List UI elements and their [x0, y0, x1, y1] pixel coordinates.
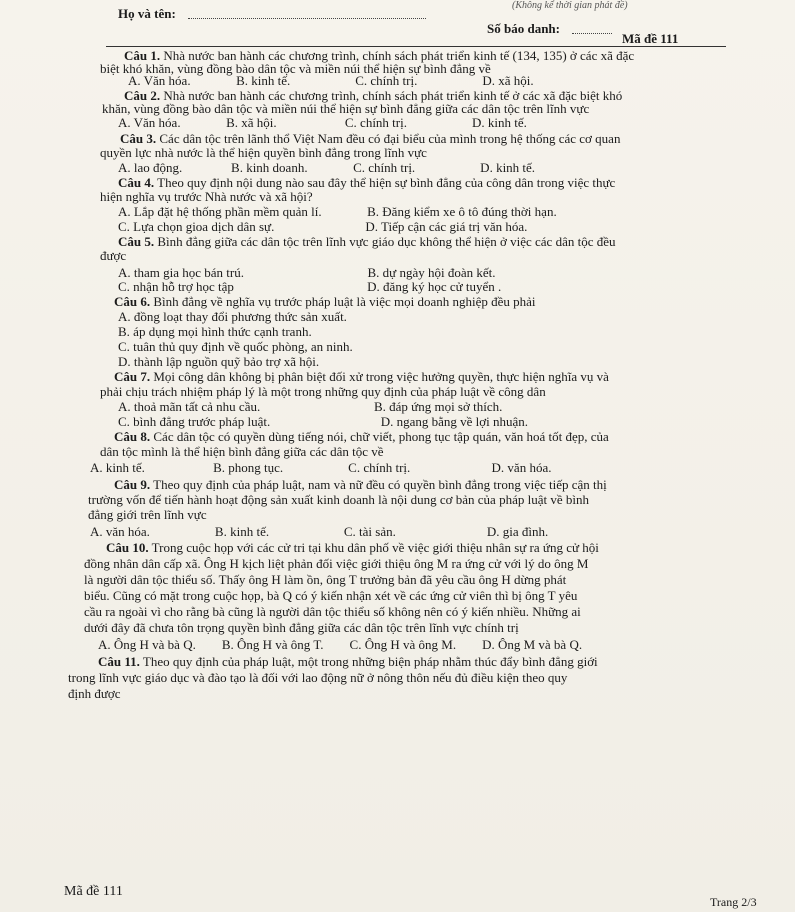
text-line: [100, 384, 546, 399]
line-text: dưới đây đã chưa tôn trọng quyền bình đẳng giữa các dân tộc trên lĩnh vực chính trị: [84, 620, 519, 635]
line-text: đẳng giới trên lĩnh vực: [88, 507, 207, 522]
line-text: Mọi công dân không bị phân biệt đối xử trong việc hưởng quyền, thực hiện nghĩa vụ và: [150, 369, 609, 384]
line-text: trường vốn để tiến hành hoạt động sản xuất kinh doanh là nội dung cơ bản của pháp luật về bình: [88, 492, 589, 507]
name-field-line: [188, 18, 426, 19]
name-label: Họ và tên:: [118, 6, 176, 21]
question-number: Câu 4.: [118, 175, 155, 190]
text-line: [118, 219, 527, 234]
question-number: Câu 10.: [106, 540, 149, 555]
line-text: A. Lắp đặt hệ thống phần mềm quản lí. B. Đăng kiểm xe ô tô đúng thời hạn.: [118, 204, 557, 219]
line-text: Các dân tộc trên lãnh thổ Việt Nam đều có đại biểu của mình trong hệ thống các cơ quan: [156, 131, 621, 146]
line-text: A. đồng loạt thay đổi phương thức sản xuất.: [118, 309, 347, 324]
text-line: [100, 444, 384, 459]
line-text: hiện nghĩa vụ trước Nhà nước và xã hội?: [100, 189, 313, 204]
question-number: Câu 1.: [124, 48, 161, 63]
line-text: Nhà nước ban hành các chương trình, chính sách phát triển kinh tế ở các xã đặc biệt khó: [160, 88, 623, 103]
line-text: B. áp dụng mọi hình thức cạnh tranh.: [118, 324, 312, 339]
text-line: [68, 686, 121, 701]
question-number: Câu 5.: [118, 234, 155, 249]
text-line: [106, 540, 599, 555]
footer-page-number: Trang 2/3: [710, 895, 757, 909]
line-text: Bình đẳng giữa các dân tộc trên lĩnh vực giáo dục không thể hiện ở việc các dân tộc đều: [154, 234, 616, 249]
line-text: Trong cuộc họp với các cử tri tại khu dân phố về việc giới thiệu nhân sự ra ứng cử hội: [148, 540, 599, 555]
line-text: cầu ra ngoài vì cho rằng bà cũng là người dân tộc thiểu số không nên có ý kiến nhiều. Những ai: [84, 604, 581, 619]
question-number: Câu 8.: [114, 429, 151, 444]
line-text: dân tộc mình là thể hiện bình đẳng giữa các dân tộc về: [100, 444, 384, 459]
question-number: Câu 3.: [120, 131, 157, 146]
text-line: [114, 369, 609, 384]
line-text: A. Văn hóa. B. kinh tế. C. chính trị. D. xã hội.: [128, 73, 534, 88]
line-text: Theo quy định nội dung nào sau đây thể hiện sự bình đẳng của công dân trong việc thực: [154, 175, 616, 190]
text-line: [114, 294, 536, 309]
line-text: C. tuân thủ quy định về quốc phòng, an ninh.: [118, 339, 353, 354]
line-text: phải chịu trách nhiệm pháp lý là một trong những quy định của pháp luật về công dân: [100, 384, 546, 399]
text-line: [68, 670, 567, 685]
question-number: Câu 7.: [114, 369, 151, 384]
time-note: (Không kể thời gian phát đề): [512, 0, 628, 11]
text-line: [98, 654, 598, 669]
text-line: [118, 279, 501, 294]
text-line: [118, 265, 496, 280]
text-line: [84, 572, 566, 587]
line-text: đồng nhân dân cấp xã. Ông H kịch liệt phản đối việc giới thiệu ông M ra ứng cử với lý do ông M: [84, 556, 589, 571]
line-text: A. lao động. B. kinh doanh. C. chính trị. D. kinh tế.: [118, 160, 536, 175]
line-text: Theo quy định của pháp luật, một trong những biện pháp nhằm thúc đẩy bình đẳng giới: [139, 654, 598, 669]
text-line: [118, 175, 615, 190]
text-line: [118, 204, 557, 219]
line-text: biệt khó khăn, vùng đồng bào dân tộc và miền núi thể hiện sự bình đẳng về: [100, 61, 491, 76]
text-line: [118, 160, 535, 175]
line-text: khăn, vùng đồng bào dân tộc và miền núi thể hiện sự bình đẳng giữa các dân tộc trên lĩnh vực: [102, 101, 590, 116]
text-line: [84, 604, 581, 619]
line-text: A. văn hóa. B. kinh tế. C. tài sản. D. gia đình.: [90, 524, 549, 539]
line-text: Bình đẳng về nghĩa vụ trước pháp luật là việc mọi doanh nghiệp đều phải: [150, 294, 536, 309]
line-text: được: [100, 248, 127, 263]
line-text: D. thành lập nguồn quỹ bảo trợ xã hội.: [118, 354, 320, 369]
line-text: Theo quy định của pháp luật, nam và nữ đều có quyền bình đẳng trong việc tiếp cận thị: [150, 477, 607, 492]
line-text: A. tham gia học bán trú. B. dự ngày hội đoàn kết.: [118, 265, 496, 280]
text-line: [98, 637, 582, 652]
line-text: là người dân tộc thiểu số. Thấy ông H làm ồn, ông T trưởng bản đã yêu cầu ông H dừng phát: [84, 572, 567, 587]
text-line: [114, 477, 607, 492]
line-text: C. nhận hỗ trợ học tập D. đăng ký học cử tuyển .: [118, 279, 502, 294]
header-divider: [106, 46, 726, 47]
text-line: [84, 620, 519, 635]
line-text: A. Văn hóa. B. xã hội. C. chính trị. D. kinh tế.: [118, 115, 527, 130]
line-text: Các dân tộc có quyền dùng tiếng nói, chữ viết, phong tục tập quán, văn hoá tốt đẹp, của: [150, 429, 609, 444]
text-line: [90, 460, 551, 475]
text-line: [118, 354, 319, 369]
text-line: [84, 556, 588, 571]
question-number: Câu 9.: [114, 477, 151, 492]
line-text: A. thoả mãn tất cả nhu cầu. B. đáp ứng mọi sở thích.: [118, 399, 503, 414]
text-line: [118, 324, 312, 339]
footer-exam-code: Mã đề 111: [64, 884, 123, 899]
text-line: [100, 145, 427, 160]
text-line: [118, 414, 528, 429]
question-number: Câu 6.: [114, 294, 151, 309]
line-text: định được: [68, 686, 121, 701]
candidate-number-label: Số báo danh:: [487, 21, 560, 36]
text-line: [118, 234, 616, 249]
line-text: A. kinh tế. B. phong tục. C. chính trị. D. văn hóa.: [90, 460, 552, 475]
text-line: [118, 115, 527, 130]
text-line: [88, 492, 589, 507]
candidate-number-line: [572, 33, 612, 34]
text-line: [118, 339, 353, 354]
text-line: [118, 309, 347, 324]
text-line: [88, 507, 207, 522]
question-number: Câu 2.: [124, 88, 161, 103]
text-line: [100, 248, 126, 263]
text-line: [90, 524, 548, 539]
text-line: [128, 73, 534, 88]
line-text: quyền lực nhà nước là thể hiện quyền bình đẳng trong lĩnh vực: [100, 145, 427, 160]
text-line: [84, 588, 577, 603]
text-line: [118, 399, 502, 414]
text-line: [114, 429, 609, 444]
line-text: A. Ông H và bà Q. B. Ông H và ông T. C. Ông H và ông M. D. Ông M và bà Q.: [98, 637, 583, 652]
line-text: biểu. Cũng có mặt trong cuộc họp, bà Q có ý kiến nhận xét về các ứng cử viên thì bị ông T yêu: [84, 588, 578, 603]
text-line: [102, 101, 589, 116]
line-text: Nhà nước ban hành các chương trình, chính sách phát triển kinh tế (134, 135) ở các xã đặc: [160, 48, 635, 63]
line-text: C. bình đẳng trước pháp luật. D. ngang bằng về lợi nhuận.: [118, 414, 529, 429]
exam-code: Mã đề 111: [622, 31, 679, 46]
line-text: trong lĩnh vực giáo dục và đào tạo là đối với lao động nữ ở nông thôn nếu đủ điều kiện theo quy: [68, 670, 568, 685]
text-line: [120, 131, 620, 146]
text-line: [100, 189, 313, 204]
line-text: C. Lựa chọn gioa dịch dân sự. D. Tiếp cận các giá trị văn hóa.: [118, 219, 528, 234]
question-number: Câu 11.: [98, 654, 140, 669]
